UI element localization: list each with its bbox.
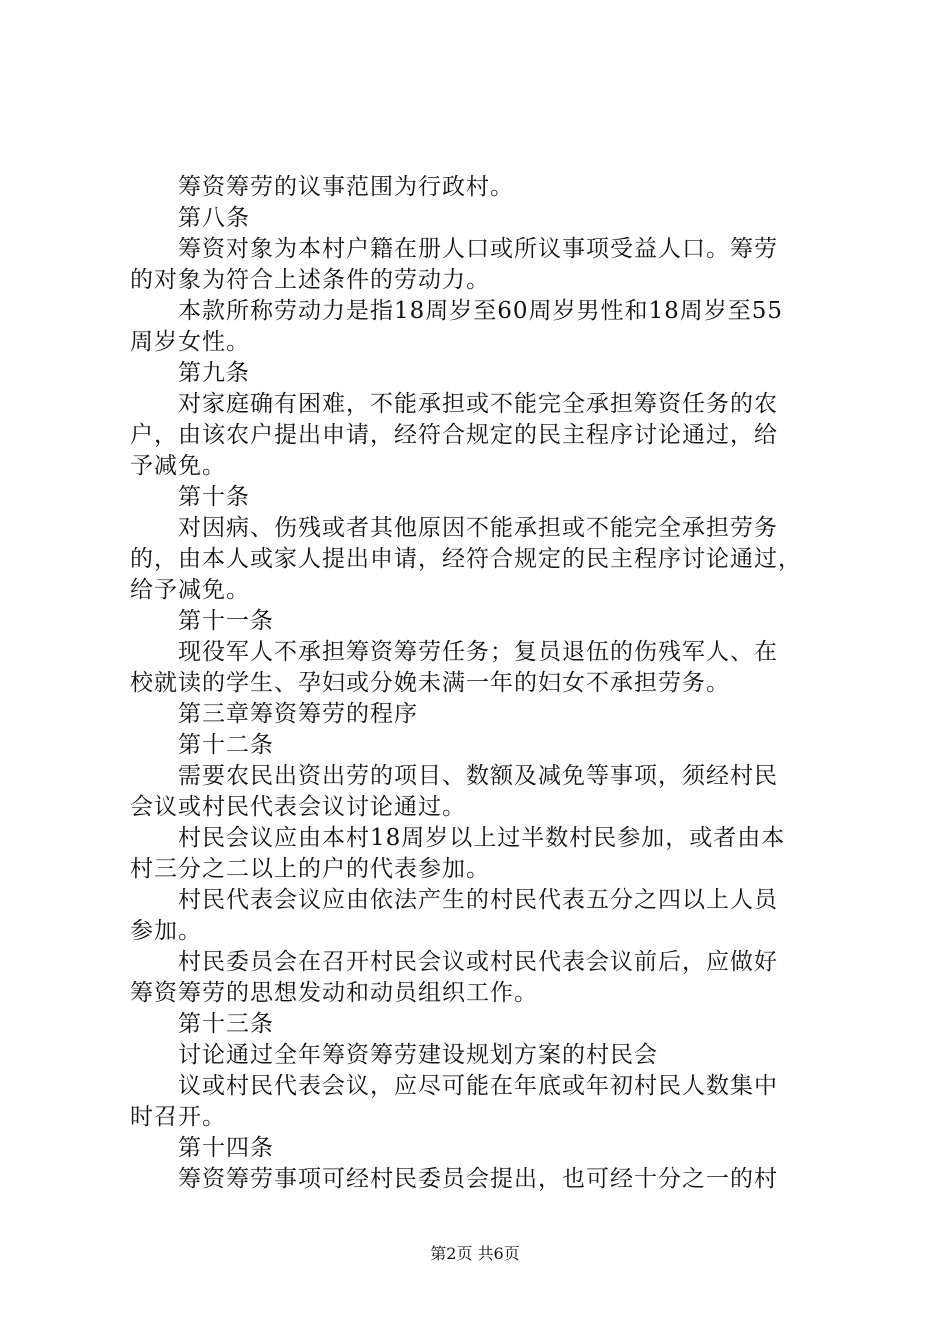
page-footer: 第2页 共6页 <box>430 1244 520 1263</box>
text-line: 周岁女性。 <box>130 329 250 355</box>
text-line: 参加。 <box>130 918 202 944</box>
text-line: 对家庭确有困难，不能承担或不能完全承担筹资任务的农 <box>178 391 778 417</box>
text-line: 第九条 <box>178 360 250 386</box>
text-line: 会议或村民代表会议讨论通过。 <box>130 794 466 820</box>
text-line: 需要农民出资出劳的项目、数额及减免等事项，须经村民 <box>178 763 778 789</box>
text-line: 筹资筹劳事项可经村民委员会提出，也可经十分之一的村 <box>178 1166 778 1192</box>
text-line: 村民代表会议应由依法产生的村民代表五分之四以上人员 <box>178 887 778 913</box>
text-line: 校就读的学生、孕妇或分娩未满一年的妇女不承担劳务。 <box>130 670 730 696</box>
text-line: 第十二条 <box>178 732 274 758</box>
text-line: 议或村民代表会议，应尽可能在年底或年初村民人数集中 <box>178 1073 778 1099</box>
text-line: 对因病、伤残或者其他原因不能承担或不能完全承担劳务 <box>178 515 778 541</box>
text-line: 给予减免。 <box>130 577 250 603</box>
text-line: 的，由本人或家人提出申请，经符合规定的民主程序讨论通过， <box>130 546 802 572</box>
text-line: 筹资筹劳的议事范围为行政村。 <box>178 174 514 200</box>
text-line: 户，由该农户提出申请，经符合规定的民主程序讨论通过，给 <box>130 422 778 448</box>
text-line: 第十条 <box>178 484 250 510</box>
text-line: 时召开。 <box>130 1104 226 1130</box>
text-line: 村民会议应由本村18周岁以上过半数村民参加，或者由本 <box>178 825 786 851</box>
text-line: 村民委员会在召开村民会议或村民代表会议前后，应做好 <box>178 949 778 975</box>
text-line: 筹资对象为本村户籍在册人口或所议事项受益人口。筹劳 <box>178 236 778 262</box>
text-line: 筹资筹劳的思想发动和动员组织工作。 <box>130 980 538 1006</box>
text-line: 第十四条 <box>178 1135 274 1161</box>
text-line: 第八条 <box>178 205 250 231</box>
text-line: 的对象为符合上述条件的劳动力。 <box>130 267 490 293</box>
text-line: 第十三条 <box>178 1011 274 1037</box>
text-line: 本款所称劳动力是指18周岁至60周岁男性和18周岁至55 <box>178 298 784 324</box>
text-line: 现役军人不承担筹资筹劳任务；复员退伍的伤残军人、在 <box>178 639 778 665</box>
text-line: 第十一条 <box>178 608 274 634</box>
text-line: 第三章筹资筹劳的程序 <box>178 701 418 727</box>
text-line: 村三分之二以上的户的代表参加。 <box>130 856 490 882</box>
text-line: 讨论通过全年筹资筹劳建设规划方案的村民会 <box>178 1042 658 1068</box>
text-line: 予减免。 <box>130 453 226 479</box>
document-body <box>130 172 830 1195</box>
